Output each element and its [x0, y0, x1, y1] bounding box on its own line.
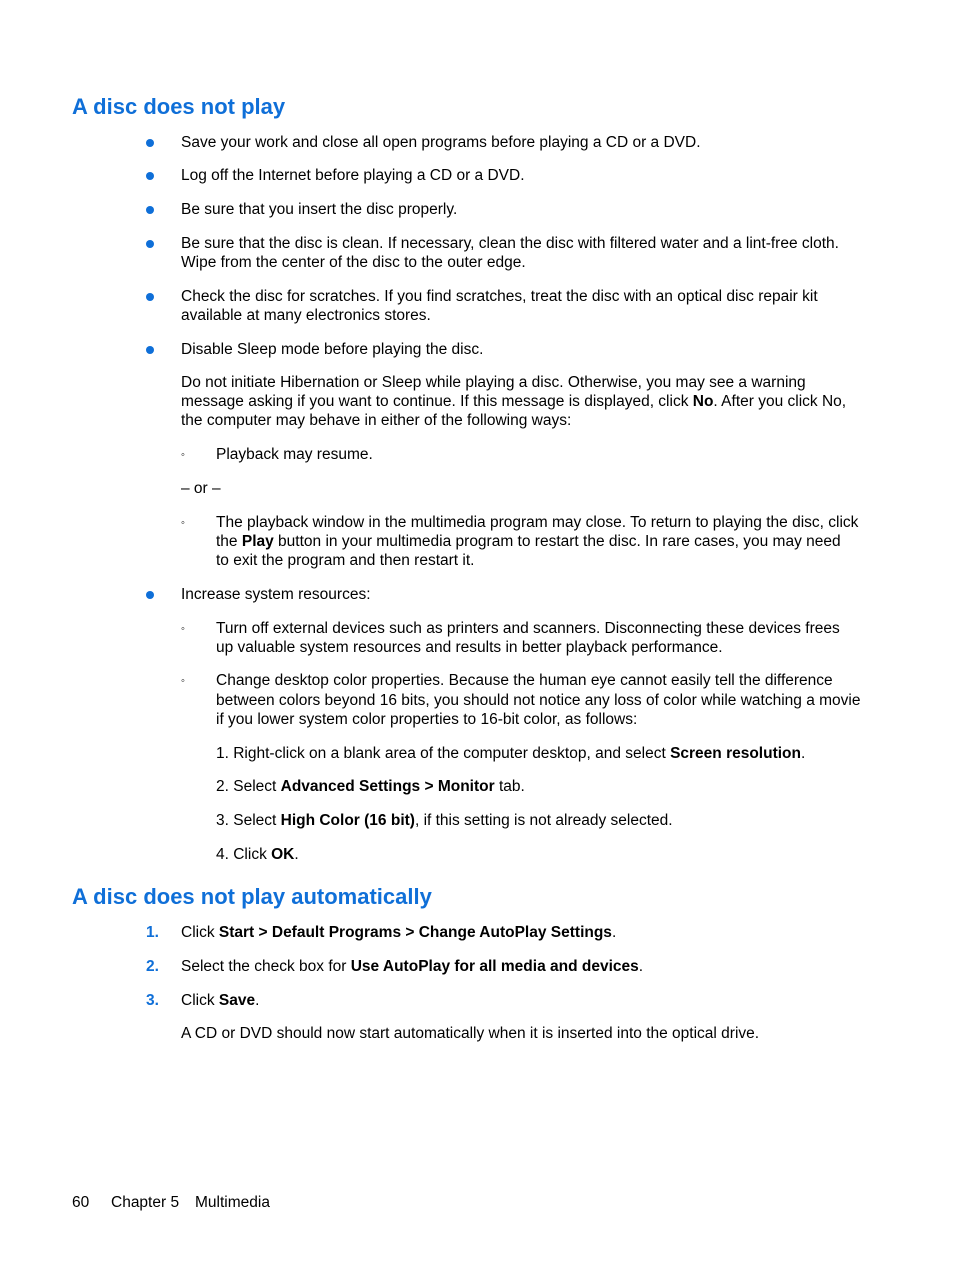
bullet-text: Disable Sleep mode before playing the disc. — [181, 341, 484, 358]
bullet-text: Be sure that the disc is clean. If necessary, clean the disc with filtered water and a lint-free cloth. — [181, 235, 839, 252]
color-step: 1. Right-click on a blank area of the computer desktop, and select Screen resolution. — [216, 745, 806, 762]
footer-chapter: Chapter 5 — [111, 1194, 180, 1211]
bullet-text: Save your work and close all open programs before playing a CD or a DVD. — [181, 134, 701, 151]
sub-bullet-text-cont: up valuable system resources and results in better playback performance. — [216, 639, 723, 656]
color-step: 4. Click OK. — [216, 846, 299, 863]
or-separator: – or – — [181, 480, 221, 497]
color-step: 2. Select Advanced Settings > Monitor tab. — [216, 778, 525, 795]
bullet-text-cont: available at many electronics stores. — [181, 307, 431, 324]
step-number: 2. — [146, 958, 159, 975]
sub-bullet-text: Playback may resume. — [216, 446, 373, 463]
sub-bullet-text: The playback window in the multimedia program may close. To return to playing the disc, click — [216, 514, 859, 531]
section-title-disc-not-play: A disc does not play — [72, 94, 286, 119]
step-number: 1. — [146, 924, 159, 941]
sleep-paragraph-line: message asking if you want to continue. If this message is displayed, click No. After you click No, — [181, 393, 847, 410]
sub-bullet-text: Turn off external devices such as printers and scanners. Disconnecting these devices frees — [216, 620, 840, 637]
sub-bullet-text-cont: the Play button in your multimedia program to restart the disc. In rare cases, you may need — [216, 533, 841, 550]
sub-bullet-text: Change desktop color properties. Because the human eye cannot easily tell the difference — [216, 672, 833, 689]
section-title-disc-not-play-auto: A disc does not play automatically — [72, 884, 432, 909]
autoplay-step: Click Save. — [181, 992, 260, 1009]
bullet-text: Check the disc for scratches. If you find scratches, treat the disc with an optical disc repair kit — [181, 288, 818, 305]
autoplay-step: Select the check box for Use AutoPlay for all media and devices. — [181, 958, 644, 975]
autoplay-step: Click Start > Default Programs > Change AutoPlay Settings. — [181, 924, 617, 941]
step-number: 3. — [146, 992, 159, 1009]
sub-bullet-icon: ◦ — [181, 675, 185, 687]
bullet-text: Log off the Internet before playing a CD or a DVD. — [181, 167, 525, 184]
page-number: 60 — [72, 1194, 90, 1211]
color-step: 3. Select High Color (16 bit), if this setting is not already selected. — [216, 812, 673, 829]
autoplay-note: A CD or DVD should now start automatically when it is inserted into the optical drive. — [181, 1025, 760, 1042]
bullet-icon — [146, 172, 154, 180]
sleep-paragraph-line: Do not initiate Hibernation or Sleep while playing a disc. Otherwise, you may see a warning — [181, 374, 806, 391]
sub-bullet-icon: ◦ — [181, 449, 185, 461]
sub-bullet-icon: ◦ — [181, 623, 185, 635]
bullet-icon — [146, 139, 154, 147]
bullet-text-cont: Wipe from the center of the disc to the outer edge. — [181, 254, 526, 271]
bullet-icon — [146, 206, 154, 214]
sub-bullet-text-cont: between colors beyond 16 bits, you should not notice any loss of color while watching a movie — [216, 692, 861, 709]
sub-bullet-icon: ◦ — [181, 517, 185, 529]
sub-bullet-text-cont: to exit the program and then restart it. — [216, 552, 475, 569]
bullet-icon — [146, 346, 154, 354]
bullet-text: Increase system resources: — [181, 586, 371, 603]
bullet-icon — [146, 293, 154, 301]
sleep-paragraph-line: the computer may behave in either of the following ways: — [181, 412, 572, 429]
bullet-icon — [146, 591, 154, 599]
footer-section: Multimedia — [195, 1194, 270, 1211]
bullet-icon — [146, 240, 154, 248]
bullet-text: Be sure that you insert the disc properly. — [181, 201, 458, 218]
sub-bullet-text-cont: if you lower system color properties to 16-bit color, as follows: — [216, 711, 638, 728]
